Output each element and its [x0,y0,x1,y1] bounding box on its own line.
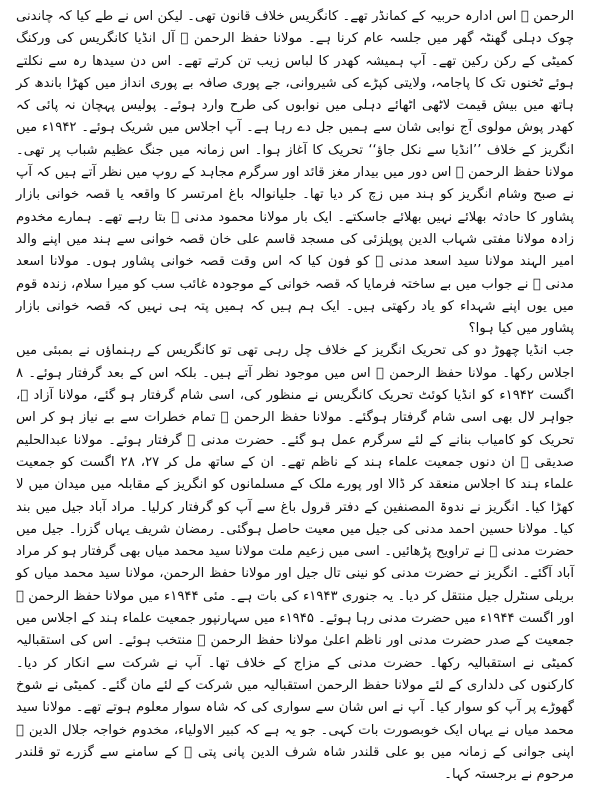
paragraph-2: جب انڈیا چھوڑ دو کی تحریک انگریز کے خلاف چل رہی تھی تو کانگریس کے رہنماؤں نے بمبئی میں اجلاس رکھا۔ مولانا حفظ الرحمن ﷫ اس میں موجود نظر آتے ہیں۔ بلکہ اس کے بعد گرفتار ہوئے۔ ۸ اگست ۱۹۴۲ء کو انڈیا کوئٹ تحریک کانگریس نے منظور کی، اسی شام گرفتار ہو گئے، مولانا آزاد ﷫، جواہر لال بھی اسی شام گرفتار ہوگئے۔ مولانا حفظ الرحمن ﷫ تمام خطرات سے بے نیاز ہو کر اس تحریک کو کامیاب بنانے کے لئے سرگرم عمل ہو گئے۔ حضرت مدنی ﷫ گرفتار ہوئے۔ مولانا عبدالحلیم صدیقی ﷫ ان دنوں جمعیت علماء ہند کے ناظم تھے۔ ان کے ساتھ مل کر ۲۷، ۲۸ اگست کو جمعیت علماء ہند کا اجلاس منعقد کر ڈالا اور پورے ملک کے مسلمانوں کو انگریز کے مقابلہ میں میدان میں لا کھڑا کیا۔ انگریز نے ندوۃ المصنفین کے دفتر قرول باغ سے آپ کو گرفتار کرلیا۔ مراد آباد جیل میں بند کیا۔ مولانا حسین احمد مدنی کی جیل میں معیت حاصل ہوگئی۔ رمضان شریف یہاں گزرا۔ جیل میں حضرت مدنی ﷫ نے تراویح پڑھائیں۔ اسی میں زعیم ملت مولانا سید محمد میاں بھی گرفتار ہو کر مراد آباد آگئے۔ انگریز نے حضرت مدنی کو نینی تال جیل اور مولانا حفظ الرحمن، مولانا سید محمد میاں کو بریلی سنٹرل جیل منتقل کر دیا۔ یہ جنوری ۱۹۴۳ء کی بات ہے۔ مئی ۱۹۴۴ء میں مولانا حفظ الرحمن ﷫ اور اگست ۱۹۴۴ء میں حضرت مدنی رہا ہوئے۔ ۱۹۴۵ء میں سہارنپور جمعیت علماء ہند کے اجلاس میں جمعیت کے صدر حضرت مدنی اور ناظم اعلیٰ مولانا حفظ الرحمن ﷫ منتخب ہوئے۔ اس کی استقبالیہ کمیٹی نے استقبالیہ رکھا۔ حضرت مدنی کے مزاج کے خلاف تھا۔ آپ نے شرکت سے انکار کر دیا۔ کارکنوں کی دلداری کے لئے مولانا حفظ الرحمن استقبالیہ میں شرکت کے لئے مان گئے۔ کمیٹی نے شوخ گھوڑے پر آپ کو سوار کیا۔ آپ نے اس شان سے سواری کی کہ شاہ سوار معلوم ہوتے تھے۔ مولانا سید محمد میاں نے یہاں ایک خوبصورت بات کہی۔ جو یہ ہے کہ کبیر الاولیاء، مخدوم خواجہ جلال الدین ﷫ اپنی جوانی کے زمانہ میں بو علی قلندر شاہ شرف الدین پانی پتی ﷫ کے سامنے سے گزرے تو قلندر مرحوم نے برجستہ کہا۔ [16,343,575,783]
paragraph-1: الرحمن ﷫ اس ادارہ حربیہ کے کمانڈر تھے۔ کانگریس خلاف قانون تھی۔ لیکن اس نے طے کیا کہ چاندنی چوک دہلی گھنٹہ گھر میں جلسہ عام کرنا ہے۔ مولانا حفظ الرحمن ﷫ آل انڈیا کانگریس کی ورکنگ کمیٹی کے رکن رکین تھے۔ آپ ہمیشہ کھدر کا لباس زیب تن کرتے تھے۔ اس دن سیدھا رہ سے نکلتے ہوئے ٹخنوں تک کا پاجامہ، ولایتی کپڑے کی شیروانی، جے پوری صافہ بے پوری انداز میں کھڑا باندھ کر ہاتھ میں بیش قیمت لاٹھی اٹھائے دہلی میں نوابوں کی طرح وارد ہوئے۔ پولیس پہچان نہ پائی کہ کھدر پوش مولوی آج نوابی شان سے ہمیں جل دے رہا ہے۔ آپ اجلاس میں شریک ہوئے۔ ۱۹۴۲ء میں انگریز کے خلاف ’’انڈیا سے نکل جاؤ‘‘ تحریک کا آغاز ہوا۔ اس زمانہ میں جنگ عظیم شباب پر تھی۔ مولانا حفظ الرحمن ﷫ اس دور میں بیدار مغز قائد اور سرگرم مجاہد کے روپ میں نظر آتے ہیں کہ آپ نے صبح وشام انگریز کو ہند میں زچ کر دیا تھا۔ جلیانوالہ باغ امرتسر کا واقعہ یا قصہ خوانی بازار پشاور کا حادثہ بھلائے نہیں بھلائے جاسکتے۔ ایک بار مولانا محمود مدنی ﷫ بتا رہے تھے۔ ہمارے مخدوم زادہ مولانا مفتی شہاب الدین پوپلزئی کی مسجد قاسم علی خان قصہ خوانی سے ہند میں اپنے والد امیر الہند مولانا سید اسعد مدنی ﷫ کو فون کیا کہ اس وقت قصہ خوانی پشاور ہوں۔ مولانا اسعد مدنی ﷫ نے جواب میں بے ساختہ فرمایا کہ قصہ خوانی کے موجودہ غائب سب کو میرا سلام، زندہ قوم میں یوں اپنے شہداء کو یاد رکھتی ہیں۔ ایک ہم ہیں کہ ہمیں پتہ ہی نہیں کہ قصہ خوانی بازار پشاور میں کیا ہوا؟ [16,9,574,337]
article-body [16,6,574,786]
